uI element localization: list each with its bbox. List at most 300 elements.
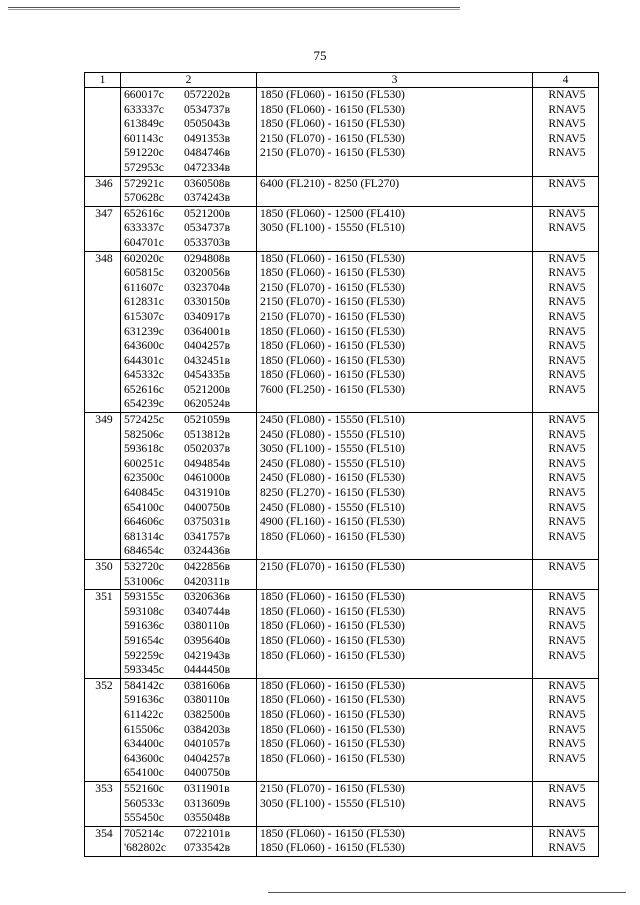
point-longitude: 0320056в [184,266,231,280]
table-row [85,590,599,679]
route-number: 347 [85,206,121,251]
nav-specifications [533,251,599,413]
point-line [124,679,256,694]
point-line [124,663,256,678]
point-line [124,590,256,605]
point-line [124,207,256,222]
point-line [124,457,256,472]
point-longitude: 0374243в [184,191,231,205]
point-longitude: 0620524в [184,397,231,411]
route-points [121,826,257,856]
point-longitude: 0521059в [184,413,231,427]
altitude-range: 3050 (FL100) - 15550 (FL510) [260,442,405,456]
bottom-rule [268,892,626,893]
nav-spec: RNAV5 [548,529,586,543]
point-line [124,530,256,545]
point-longitude: 0381606в [184,678,231,692]
point-longitude: 0722101в [184,826,231,840]
point-latitude: 615506c [124,722,164,736]
point-line [124,560,256,575]
route-number: 349 [85,413,121,560]
altitude-range: 2150 (FL070) - 16150 (FL530) [260,309,405,323]
altitude-range: 1850 (FL060) - 16150 (FL530) [260,737,405,751]
point-line [124,634,256,649]
point-line [124,191,256,206]
altitude-range: 3050 (FL100) - 15550 (FL510) [260,796,405,810]
point-longitude: 0421943в [184,648,231,662]
altitude-range: 1850 (FL060) - 16150 (FL530) [260,324,405,338]
altitude-range: 2450 (FL080) - 15550 (FL510) [260,413,405,427]
point-latitude: 555450c [124,811,164,825]
point-line [124,132,256,147]
point-latitude: 612831c [124,295,164,309]
nav-spec: RNAV5 [548,471,586,485]
nav-spec: RNAV5 [548,678,586,692]
point-line [124,605,256,620]
point-longitude: 0505043в [184,117,231,131]
point-latitude: 640845c [124,486,164,500]
nav-spec: RNAV5 [548,826,586,840]
nav-spec: RNAV5 [548,339,586,353]
point-longitude: 0472334в [184,160,231,174]
point-line [124,471,256,486]
table-row [85,251,599,413]
point-latitude: 681314c [124,529,164,543]
altitude-range: 1850 (FL060) - 16150 (FL530) [260,590,405,604]
nav-spec: RNAV5 [548,442,586,456]
point-latitude: 634400c [124,737,164,751]
altitude-range: 1850 (FL060) - 16150 (FL530) [260,339,405,353]
table-row [85,413,599,560]
point-latitude: 582506c [124,427,164,441]
nav-specifications [533,781,599,826]
route-number: 351 [85,590,121,679]
altitude-range: 1850 (FL060) - 16150 (FL530) [260,88,405,101]
nav-spec: RNAV5 [548,176,586,190]
point-latitude: 593155c [124,590,164,604]
altitude-range: 7600 (FL250) - 16150 (FL530) [260,382,405,396]
route-points [121,413,257,560]
point-latitude: 643600c [124,339,164,353]
point-line [124,619,256,634]
top-rule-secondary [8,9,460,10]
point-longitude: 0521200в [184,382,231,396]
altitude-ranges [257,176,533,206]
altitude-range: 1850 (FL060) - 16150 (FL530) [260,707,405,721]
point-longitude: 0382500в [184,707,231,721]
altitude-range: 1850 (FL060) - 16150 (FL530) [260,693,405,707]
point-latitude: 654100c [124,500,164,514]
nav-spec: RNAV5 [548,841,586,855]
route-points [121,678,257,781]
nav-specifications [533,206,599,251]
nav-spec: RNAV5 [548,309,586,323]
point-latitude: 615307c [124,309,164,323]
point-longitude: 0311901в [184,781,230,795]
point-line [124,841,256,856]
point-latitude: 633337c [124,221,164,235]
point-longitude: 0461000в [184,471,231,485]
nav-specifications [533,826,599,856]
table-row [85,781,599,826]
point-longitude: 0444450в [184,663,231,677]
table-row [85,826,599,856]
header-col-2: 2 [121,73,257,88]
point-line [124,827,256,842]
nav-spec: RNAV5 [548,88,586,101]
nav-spec: RNAV5 [548,427,586,441]
point-latitude: 611422c [124,707,164,721]
header-col-4: 4 [533,73,599,88]
altitude-range: 4900 (FL160) - 16150 (FL530) [260,515,405,529]
point-line [124,383,256,398]
point-line [124,325,256,340]
point-longitude: 0494854в [184,456,231,470]
nav-spec: RNAV5 [548,456,586,470]
nav-specifications [533,590,599,679]
nav-spec: RNAV5 [548,413,586,427]
route-number: 352 [85,678,121,781]
route-number [85,88,121,177]
point-longitude: 0733542в [184,841,231,855]
point-longitude: 0324436в [184,544,231,558]
nav-spec: RNAV5 [548,500,586,514]
point-longitude: 0401057в [184,737,231,751]
point-line [124,177,256,192]
nav-spec: RNAV5 [548,722,586,736]
point-longitude: 0380110в [184,619,230,633]
point-longitude: 0313609в [184,796,231,810]
table-row [85,678,599,781]
nav-specifications [533,176,599,206]
point-latitude: 652616c [124,382,164,396]
point-latitude: 652616c [124,206,164,220]
point-latitude: 591654c [124,633,164,647]
altitude-range: 2150 (FL070) - 16150 (FL530) [260,295,405,309]
point-longitude: 0323704в [184,280,231,294]
nav-spec: RNAV5 [548,131,586,145]
point-longitude: 0340917в [184,309,231,323]
point-longitude: 0360508в [184,176,231,190]
point-latitude: 572953c [124,160,164,174]
point-latitude: 613849c [124,117,164,131]
point-latitude: 601143c [124,131,164,145]
point-longitude: 0330150в [184,295,231,309]
nav-spec: RNAV5 [548,295,586,309]
point-line [124,428,256,443]
nav-spec: RNAV5 [548,368,586,382]
altitude-range: 1850 (FL060) - 16150 (FL530) [260,678,405,692]
point-longitude: 0404257в [184,339,231,353]
point-line [124,544,256,559]
point-latitude: 645332c [124,368,164,382]
altitude-range: 2150 (FL070) - 16150 (FL530) [260,560,405,573]
point-latitude: 633337c [124,102,164,116]
route-points [121,88,257,177]
point-latitude: 705214c [124,826,164,840]
point-longitude: 0572202в [184,88,231,101]
nav-spec: RNAV5 [548,146,586,160]
route-number: 354 [85,826,121,856]
point-latitude: 532720c [124,560,164,573]
altitude-range: 1850 (FL060) - 16150 (FL530) [260,251,405,265]
nav-spec: RNAV5 [548,251,586,265]
point-longitude: 0521200в [184,206,231,220]
point-line [124,368,256,383]
point-line [124,339,256,354]
point-line [124,737,256,752]
nav-specifications [533,560,599,590]
point-latitude: 592259c [124,648,164,662]
point-latitude: 660017c [124,88,164,101]
nav-spec: RNAV5 [548,353,586,367]
point-latitude: 654239c [124,397,164,411]
point-longitude: 0355048в [184,811,231,825]
point-longitude: 0380110в [184,693,230,707]
altitude-range: 3050 (FL100) - 15550 (FL510) [260,221,405,235]
point-longitude: 0320636в [184,590,231,604]
point-latitude: 644301c [124,353,164,367]
point-longitude: 0533703в [184,235,231,249]
nav-spec: RNAV5 [548,486,586,500]
point-latitude: 572425c [124,413,164,427]
point-latitude: 600251c [124,456,164,470]
altitude-range: 1850 (FL060) - 16150 (FL530) [260,117,405,131]
point-longitude: 0400750в [184,500,231,514]
altitude-range: 2150 (FL070) - 16150 (FL530) [260,131,405,145]
altitude-range: 2150 (FL070) - 16150 (FL530) [260,781,405,795]
nav-spec: RNAV5 [548,221,586,235]
altitude-range: 2450 (FL080) - 16150 (FL530) [260,471,405,485]
table-body [85,88,599,857]
point-line [124,811,256,826]
table-row [85,206,599,251]
table-header-row [85,73,599,88]
route-number: 353 [85,781,121,826]
point-line [124,708,256,723]
route-table [84,72,599,857]
header-col-3: 3 [257,73,533,88]
point-latitude: 591636c [124,619,164,633]
altitude-range: 6400 (FL210) - 8250 (FL270) [260,176,400,190]
point-line [124,146,256,161]
point-line [124,397,256,412]
nav-spec: RNAV5 [548,604,586,618]
point-line [124,161,256,176]
nav-spec: RNAV5 [548,102,586,116]
point-latitude: 602020c [124,251,164,265]
nav-spec: RNAV5 [548,206,586,220]
point-longitude: 0513812в [184,427,231,441]
point-longitude: 0534737в [184,102,231,116]
point-line [124,88,256,103]
point-longitude: 0502037в [184,442,231,456]
altitude-range: 1850 (FL060) - 16150 (FL530) [260,102,405,116]
nav-spec: RNAV5 [548,560,586,573]
altitude-range: 1850 (FL060) - 16150 (FL530) [260,368,405,382]
point-line [124,723,256,738]
route-number: 346 [85,176,121,206]
altitude-ranges [257,413,533,560]
point-line [124,310,256,325]
point-line [124,236,256,251]
point-line [124,501,256,516]
nav-spec: RNAV5 [548,648,586,662]
point-line [124,354,256,369]
point-latitude: 531006c [124,574,164,588]
point-latitude: 591220c [124,146,164,160]
point-longitude: 0395640в [184,633,231,647]
point-latitude: 593618c [124,442,164,456]
point-line [124,797,256,812]
altitude-ranges [257,826,533,856]
point-line [124,281,256,296]
altitude-range: 1850 (FL060) - 16150 (FL530) [260,722,405,736]
point-longitude: 0432451в [184,353,231,367]
point-longitude: 0341757в [184,529,231,543]
point-longitude: 0422856в [184,560,231,573]
table-row [85,176,599,206]
altitude-range: 1850 (FL060) - 16150 (FL530) [260,826,405,840]
nav-spec: RNAV5 [548,324,586,338]
point-line [124,103,256,118]
point-line [124,221,256,236]
point-latitude: 604701c [124,235,164,249]
point-longitude: 0534737в [184,221,231,235]
point-latitude: 611607c [124,280,164,294]
altitude-range: 1850 (FL060) - 12500 (FL410) [260,206,405,220]
nav-specifications [533,678,599,781]
point-longitude: 0491353в [184,131,231,145]
table-row [85,88,599,177]
altitude-range: 2450 (FL080) - 15550 (FL510) [260,456,405,470]
altitude-range: 1850 (FL060) - 16150 (FL530) [260,633,405,647]
point-latitude: 570628c [124,191,164,205]
altitude-ranges [257,560,533,590]
nav-spec: RNAV5 [548,781,586,795]
point-latitude: 643600c [124,751,164,765]
altitude-range: 2450 (FL080) - 15550 (FL510) [260,500,405,514]
point-line [124,515,256,530]
point-line [124,649,256,664]
top-rule [8,7,460,8]
altitude-range: 2150 (FL070) - 16150 (FL530) [260,146,405,160]
point-longitude: 0340744в [184,604,231,618]
point-longitude: 0404257в [184,751,231,765]
route-number: 348 [85,251,121,413]
altitude-range: 1850 (FL060) - 16150 (FL530) [260,619,405,633]
point-line [124,575,256,590]
nav-specifications [533,88,599,177]
altitude-range: 1850 (FL060) - 16150 (FL530) [260,353,405,367]
route-points [121,251,257,413]
nav-spec: RNAV5 [548,515,586,529]
point-longitude: 0294808в [184,251,231,265]
altitude-range: 1850 (FL060) - 16150 (FL530) [260,648,405,662]
point-line [124,486,256,501]
point-line [124,693,256,708]
point-line [124,295,256,310]
altitude-range: 2450 (FL080) - 15550 (FL510) [260,427,405,441]
nav-spec: RNAV5 [548,796,586,810]
point-line [124,782,256,797]
point-latitude: 552160c [124,781,164,795]
nav-spec: RNAV5 [548,266,586,280]
point-longitude: 0400750в [184,766,231,780]
point-line [124,442,256,457]
point-line [124,266,256,281]
route-points [121,781,257,826]
point-longitude: 0431910в [184,486,231,500]
point-latitude: 572921c [124,176,164,190]
nav-spec: RNAV5 [548,280,586,294]
altitude-range: 1850 (FL060) - 16150 (FL530) [260,529,405,543]
point-longitude: 0384203в [184,722,231,736]
point-latitude: 593345c [124,663,164,677]
route-points [121,560,257,590]
nav-spec: RNAV5 [548,619,586,633]
point-latitude: 631239c [124,324,164,338]
nav-spec: RNAV5 [548,737,586,751]
point-longitude: 0364001в [184,324,231,338]
altitude-range: 2150 (FL070) - 16150 (FL530) [260,280,405,294]
route-points [121,176,257,206]
nav-spec: RNAV5 [548,693,586,707]
point-latitude: 623500c [124,471,164,485]
point-latitude: 591636c [124,693,164,707]
point-latitude: 560533c [124,796,164,810]
page-number: 75 [313,48,327,63]
altitude-ranges [257,88,533,177]
point-longitude: 0484746в [184,146,231,160]
nav-spec: RNAV5 [548,633,586,647]
point-line [124,413,256,428]
altitude-ranges [257,251,533,413]
altitude-ranges [257,206,533,251]
altitude-ranges [257,590,533,679]
point-longitude: 0420311в [184,574,230,588]
route-points [121,206,257,251]
point-latitude: 593108c [124,604,164,618]
point-longitude: 0375031в [184,515,231,529]
point-latitude: 664606c [124,515,164,529]
altitude-range: 1850 (FL060) - 16150 (FL530) [260,751,405,765]
altitude-range: 8250 (FL270) - 16150 (FL530) [260,486,405,500]
point-latitude: 584142c [124,678,164,692]
altitude-ranges [257,678,533,781]
nav-specifications [533,413,599,560]
altitude-ranges [257,781,533,826]
point-latitude: '682802c [124,841,167,855]
header-col-1: 1 [85,73,121,88]
route-number: 350 [85,560,121,590]
nav-spec: RNAV5 [548,382,586,396]
nav-spec: RNAV5 [548,707,586,721]
point-latitude: 684654c [124,544,164,558]
point-line [124,752,256,767]
nav-spec: RNAV5 [548,117,586,131]
table-row [85,560,599,590]
point-longitude: 0454335в [184,368,231,382]
point-line [124,252,256,267]
point-latitude: 605815c [124,266,164,280]
altitude-range: 1850 (FL060) - 16150 (FL530) [260,266,405,280]
point-line [124,117,256,132]
route-points [121,590,257,679]
nav-spec: RNAV5 [548,590,586,604]
nav-spec: RNAV5 [548,751,586,765]
point-line [124,766,256,781]
